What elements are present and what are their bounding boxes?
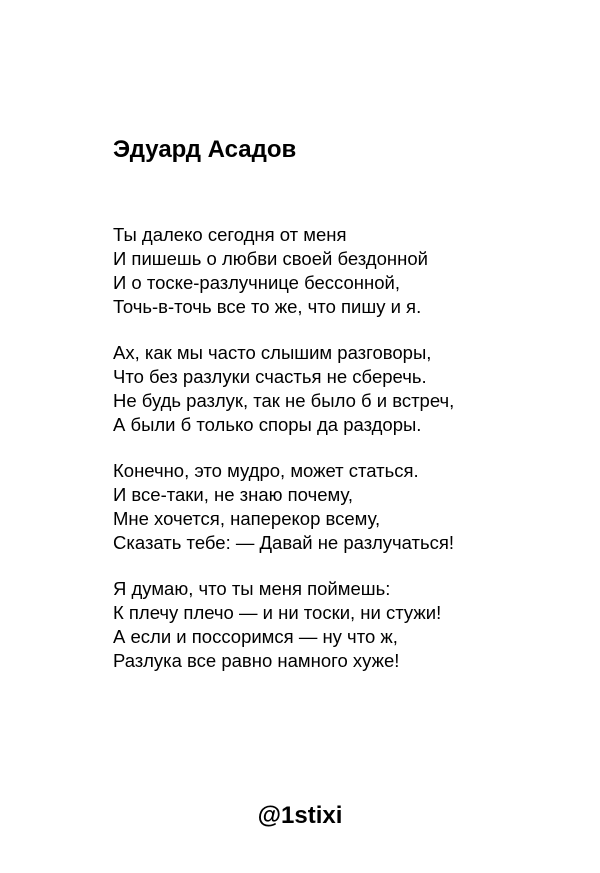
poem-line: И все-таки, не знаю почему, (113, 484, 353, 505)
account-handle: @1stixi (257, 802, 343, 829)
author-name: Эдуард Асадов (113, 136, 297, 163)
poem-line: К плечу плечо — и ни тоски, ни стужи! (113, 602, 442, 623)
poem-line: Мне хочется, наперекор всему, (113, 508, 381, 529)
poem-body (113, 223, 583, 695)
poem-line: Конечно, это мудро, может статься. (113, 460, 419, 481)
poem-line: Точь-в-точь все то же, что пишу и я. (113, 296, 422, 317)
stanza-4 (113, 577, 583, 673)
poem-line: А если и поссоримся — ну что ж, (113, 626, 398, 647)
stanza-2 (113, 341, 583, 437)
poem-line: Я думаю, что ты меня поймешь: (113, 578, 391, 599)
poem-line: Разлука все равно намного хуже! (113, 650, 400, 671)
poem-line: И пишешь о любви своей бездонной (113, 248, 428, 269)
stanza-3 (113, 459, 583, 555)
stanza-1 (113, 223, 583, 319)
poem-line: Ты далеко сегодня от меня (113, 224, 347, 245)
poem-line: Не будь разлук, так не было б и встреч, (113, 390, 455, 411)
poem-line: И о тоске-разлучнице бессонной, (113, 272, 400, 293)
poem-line: Что без разлуки счастья не сберечь. (113, 366, 427, 387)
poem-line: Ах, как мы часто слышим разговоры, (113, 342, 432, 363)
poem-line: Сказать тебе: — Давай не разлучаться! (113, 532, 455, 553)
poem-line: А были б только споры да раздоры. (113, 414, 422, 435)
